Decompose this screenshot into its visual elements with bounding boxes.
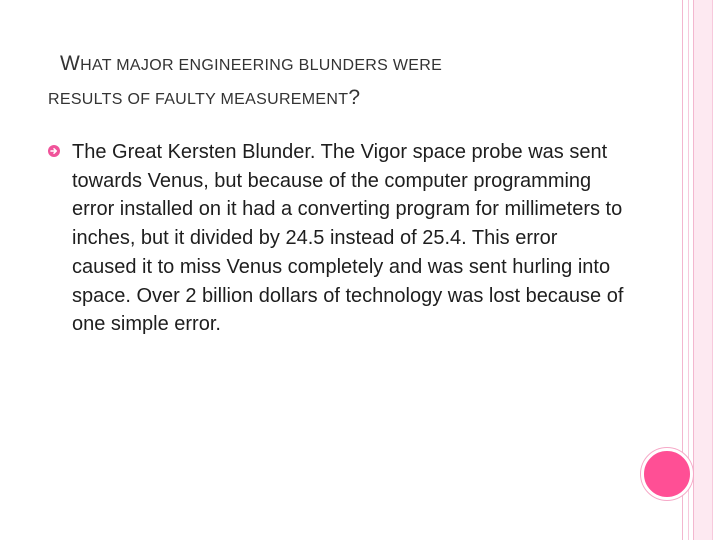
bullet-item — [48, 138, 628, 339]
title-initial: W — [60, 52, 81, 75]
decorative-circle-icon — [641, 448, 693, 500]
title-line-1 — [48, 48, 608, 82]
bullet-text: The Great Kersten Blunder. The Vigor space probe was sent towards Venus, but because of the computer programming error installed on it had a converting program for millimeters to inches, but it divided by 24.5 instead of 25.4. This error caused it to miss Venus completely and was sent hurling into space. Over 2 billion dollars of technology was lost because of one simple error. — [72, 141, 624, 336]
title-line-1-text: HAT MAJOR ENGINEERING BLUNDERS WERE — [80, 57, 443, 74]
title-question-mark: ? — [348, 86, 361, 109]
decorative-line — [712, 0, 713, 540]
pink-circle-arrow-bullet-icon — [48, 145, 60, 157]
title-line-2 — [48, 82, 608, 116]
decorative-band — [694, 0, 712, 540]
title-line-2-text: RESULTS OF FAULTY MEASUREMENT — [48, 91, 349, 108]
decorative-line — [693, 0, 694, 540]
slide-title — [48, 48, 608, 116]
